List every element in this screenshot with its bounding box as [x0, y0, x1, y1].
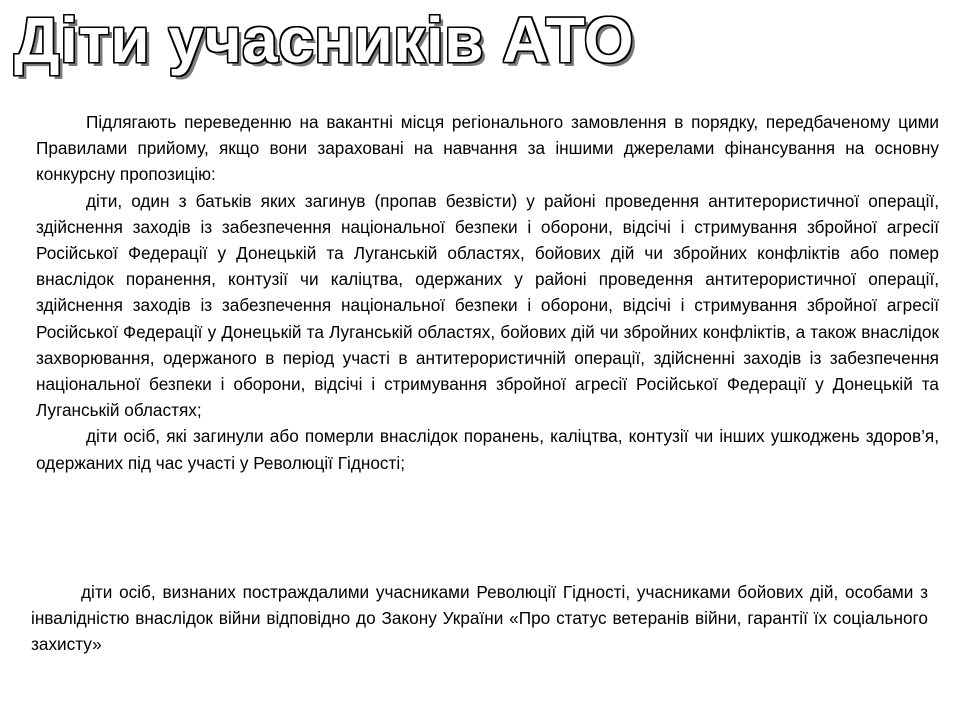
paragraph-children-of-deceased-revolution: діти осіб, які загинули або померли внаслідок поранень, каліцтва, контузії чи інших ушкоджень здоров’я, одержаних під час участі у Революції Гідності; [36, 426, 939, 473]
slide-title: Діти учасників АТО [14, 4, 635, 76]
extra-text-block [31, 579, 928, 658]
intro-paragraph: Підлягають переведенню на вакантні місця регіонального замовлення в порядку, передбаченому цими Правилами прийому, якщо вони зараховані на навчання за іншими джерелами фінансування на основну конкурсну пропозицію: [36, 112, 939, 185]
paragraph-children-of-victims: діти осіб, визнаних постраждалими учасниками Революції Гідності, учасниками бойових дій, особами з інвалідністю внаслідок війни відповідно до Закону України «Про статус ветеранів війни, гарантії їх соціального захисту» [31, 582, 928, 655]
main-text-block [36, 109, 939, 476]
paragraph-children-of-deceased-ato: діти, один з батьків яких загинув (пропав безвісти) у районі проведення антитерористичної операції, здійснення заходів із забезпечення національної безпеки і оборони, відсічі і стримування збройної агресії Російської Федерації у Донецькій та Луганській областях, бойових дій чи збройних конфліктів або помер внаслідок поранення, контузії чи каліцтва, одержаних у районі проведення антитерористичної операції, здійснення заходів із забезпечення національної безпеки і оборони, відсічі і стримування збройної агресії Російської Федерації у Донецькій та Луганській областях, бойових дій чи збройних конфліктів, а також внаслідок захворювання, одержаного в період участі в антитерористичній операції, здійсненні заходів із забезпечення національної безпеки і оборони, відсічі і стримування збройної агресії Російської Федерації у Донецькій та Луганській областях; [36, 190, 939, 421]
